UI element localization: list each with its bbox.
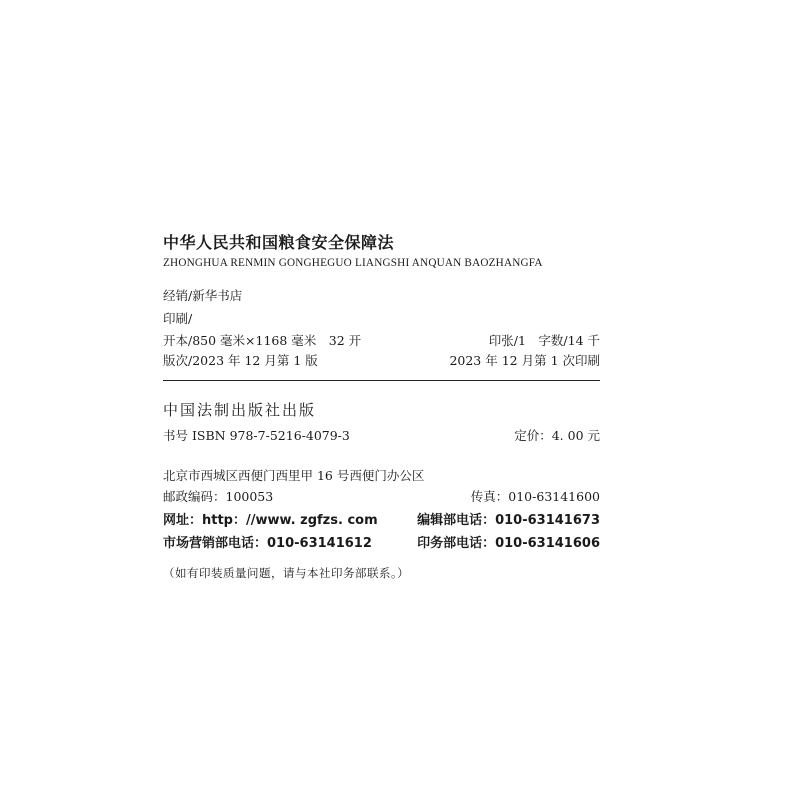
website-row: [163, 509, 600, 528]
website-text: 网址：http：//www. zgfzs. com: [163, 513, 378, 528]
edition-text: 版次/2023 年 12 月第 1 版: [163, 353, 318, 368]
isbn-text: 书号 ISBN 978-7-5216-4079-3: [163, 428, 350, 443]
publisher-line: 中国法制出版社出版: [163, 401, 317, 419]
format-text: 开本/850 毫米×1168 毫米 32 开: [163, 333, 362, 348]
isbn-row: [163, 426, 600, 444]
edition-row: [163, 351, 600, 369]
fax-text: 传真：010-63141600: [470, 489, 600, 504]
postcode-row: [163, 487, 600, 505]
printer-line: 印刷/: [163, 311, 193, 326]
sheets-text: 印张/1 字数/14 千: [488, 333, 600, 348]
divider-line: [163, 380, 600, 381]
quality-note: （如有印装质量问题，请与本社印务部联系。）: [163, 566, 410, 580]
phone-row: [163, 532, 600, 551]
printing-dept-phone-text: 印务部电话：010-63141606: [417, 536, 600, 551]
book-title: 中华人民共和国粮食安全保障法: [163, 233, 395, 252]
format-row: [163, 331, 600, 349]
printing-text: 2023 年 12 月第 1 次印刷: [449, 353, 600, 368]
address-line: 北京市西城区西便门西里甲 16 号西便门办公区: [163, 468, 425, 483]
marketing-phone-text: 市场营销部电话：010-63141612: [163, 536, 372, 551]
editorial-phone-text: 编辑部电话：010-63141673: [417, 513, 600, 528]
book-title-pinyin: ZHONGHUA RENMIN GONGHEGUO LIANGSHI ANQUAN BAOZHANGFA: [163, 257, 543, 269]
distributor-line: 经销/新华书店: [163, 288, 243, 303]
price-text: 定价：4. 00 元: [514, 428, 600, 443]
postcode-text: 邮政编码：100053: [163, 489, 274, 504]
